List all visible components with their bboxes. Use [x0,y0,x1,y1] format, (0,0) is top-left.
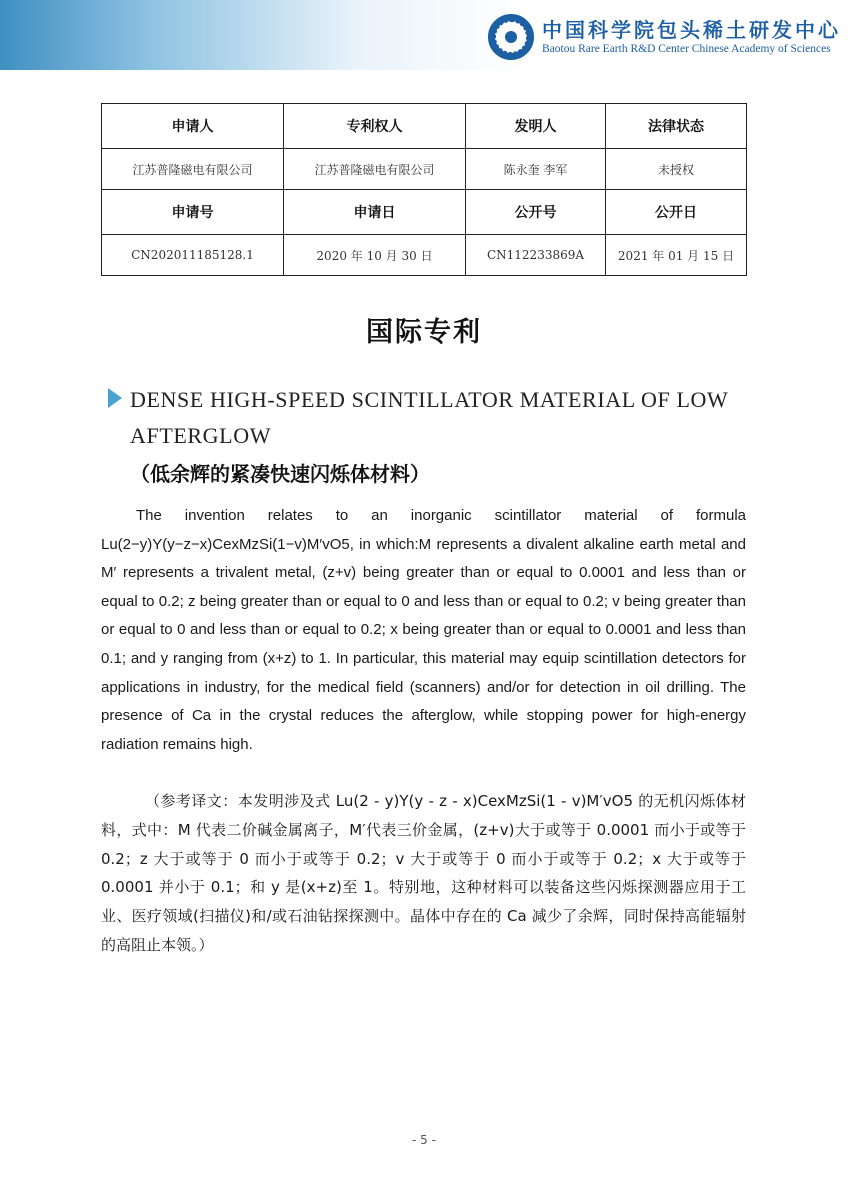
table-header-cell: 公开日 [606,190,747,235]
patent-title-en: DENSE HIGH-SPEED SCINTILLATOR MATERIAL OF LOW AFTERGLOW [130,387,728,448]
table-row [102,235,747,276]
table-cell: 2021 年 01 月 15 日 [606,235,747,276]
abstract-cn: （参考译文：本发明涉及式 Lu(2 - y)Y(y - z - x)CexMzSi(1 - v)M′vO5 的无机闪烁体材料，式中：M 代表二价碱金属离子，M′代表三价金属，(z+v)大于或等于 0.0001 而小于或等于 0.2；z 大于或等于 0 而小于或等于 0.2；v 大于或等于 0 而小于或等于 0.2；x 大于或等于 0.0001 并小于 0.1；和 y 是(x+z)至 1。特别地，这种材料可以装备这些闪烁探测器应用于工业、医疗领域(扫描仪)和/或石油钻探探测中。晶体中存在的 Ca 减少了余辉，同时保持高能辐射的高阻止本领。） [101,792,746,954]
table-cell: CN202011185128.1 [102,235,284,276]
table-header-cell: 法律状态 [606,104,747,149]
org-name [542,18,841,56]
patent-title-cn: （低余辉的紧凑快速闪烁体材料） [130,462,430,486]
table-header-row [102,190,747,235]
org-name-cn: 中国科学院包头稀土研发中心 [542,18,841,42]
org-name-en: Baotou Rare Earth R&D Center Chinese Academy of Sciences [542,43,831,55]
table-cell: 江苏普隆磁电有限公司 [102,149,284,190]
patent-info-table [101,103,747,276]
cas-seal-icon [488,14,534,60]
table-header-cell: 公开号 [466,190,606,235]
abstract-en: The invention relates to an inorganic scintillator material of formula Lu(2−y)Y(y−z−x)CexMzSi(1−v)M′vO5, in which:M represents a divalent alkaline earth metal and M′ represents a trivalent metal, (z+v) being greater than or equal to 0.0001 and less than or equal to 0.2; z being greater than or equal to 0 and less than or equal to 0.2; v being greater than or equal to 0 and less than or equal to 0.2; x being greater than or equal to 0.0001 and less than 0.1; and y ranging from (x+z) to 1. In particular, this material may equip scintillation detectors for applications in industry, for the medical field (scanners) and/or for detection in oil drilling. The presence of Ca in the crystal reduces the afterglow, while stopping power for high-energy radiation remains high. [101,507,746,753]
table-cell: 江苏普隆磁电有限公司 [284,149,466,190]
table-cell: 陈永奎 李军 [466,149,606,190]
page-number: - 5 - [412,1133,436,1147]
table-cell: CN112233869A [466,235,606,276]
table-cell: 2020 年 10 月 30 日 [284,235,466,276]
patent-title [108,382,748,454]
table-header-cell: 发明人 [466,104,606,149]
table-header-row [102,104,747,149]
triangle-bullet-icon [108,388,122,408]
table-header-cell: 申请号 [102,190,284,235]
table-header-cell: 申请日 [284,190,466,235]
section-title: 国际专利 [366,317,482,348]
table-header-cell: 专利权人 [284,104,466,149]
table-cell: 未授权 [606,149,747,190]
table-header-cell: 申请人 [102,104,284,149]
table-row [102,149,747,190]
org-logo [488,12,841,62]
